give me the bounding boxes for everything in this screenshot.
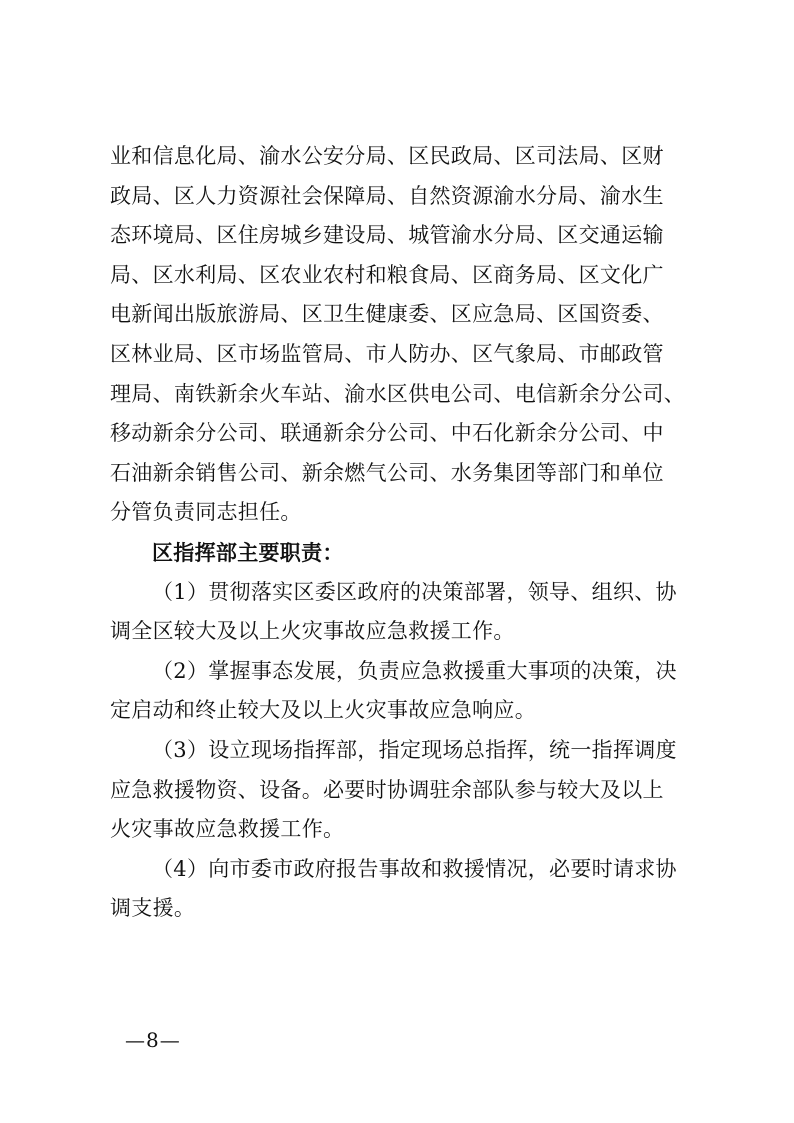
text-line: 政局、区人力资源社会保障局、自然资源渝水分局、渝水生 (110, 183, 664, 208)
page-number: —8— (125, 1028, 181, 1052)
text-line: （4）向市委市政府报告事故和救援情况，必要时请求协 (152, 856, 677, 881)
text-line: 态环境局、区住房城乡建设局、城管渝水分局、区交通运输 (110, 223, 664, 248)
text-line: （3）设立现场指挥部，指定现场总指挥，统一指挥调度 (152, 737, 677, 762)
text-line: 火灾事故应急救援工作。 (110, 817, 345, 842)
text-line: （2）掌握事态发展，负责应急救援重大事项的决策，决 (152, 658, 677, 683)
text-line: 定启动和终止较大及以上火灾事故应急响应。 (110, 698, 536, 723)
text-line: 电新闻出版旅游局、区卫生健康委、区应急局、区国资委、 (110, 302, 664, 327)
text-line: 移动新余分公司、联通新余分公司、中石化新余分公司、中 (110, 421, 664, 446)
text-line: 石油新余销售公司、新余燃气公司、水务集团等部门和单位 (110, 460, 664, 485)
text-line: 应急救援物资、设备。必要时协调驻余部队参与较大及以上 (110, 777, 664, 802)
text-line: 调全区较大及以上火灾事故应急救援工作。 (110, 619, 515, 644)
text-line: 局、区水利局、区农业农村和粮食局、区商务局、区文化广 (110, 262, 664, 287)
section-heading: 区指挥部主要职责： (152, 539, 344, 565)
body-text (110, 145, 710, 937)
text-line: 理局、南铁新余火车站、渝水区供电公司、电信新余分公司、 (110, 381, 686, 406)
text-line: 分管负责同志担任。 (110, 500, 302, 525)
text-line: 区林业局、区市场监管局、市人防办、区气象局、市邮政管 (110, 341, 664, 366)
text-line: （1）贯彻落实区委区政府的决策部署，领导、组织、协 (152, 579, 677, 604)
text-line: 调支援。 (110, 896, 196, 921)
text-line: 业和信息化局、渝水公安分局、区民政局、区司法局、区财 (110, 144, 664, 168)
